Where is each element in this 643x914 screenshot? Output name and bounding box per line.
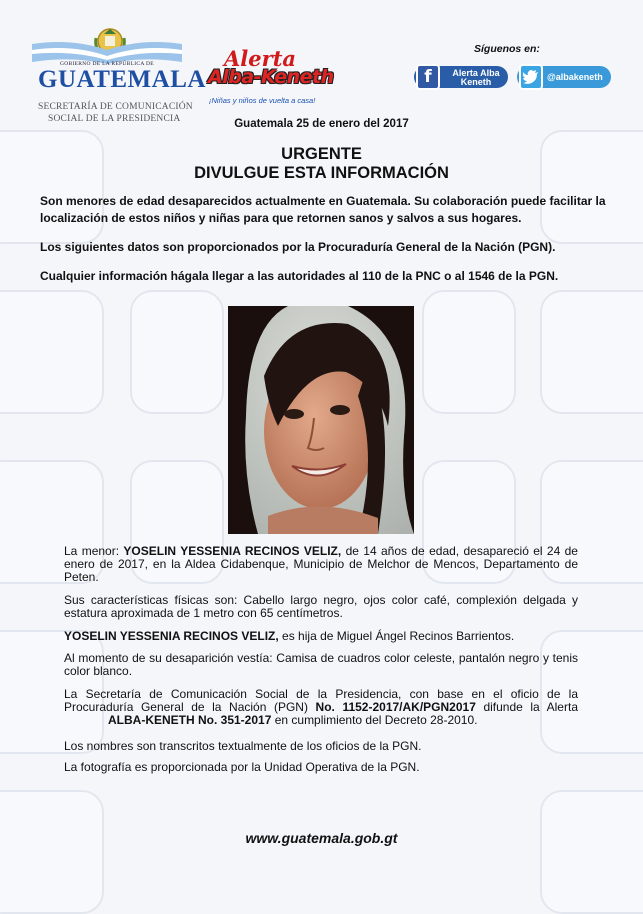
background-tile bbox=[0, 790, 104, 914]
body-paragraph-characteristics: Sus características físicas son: Cabello largo negro, ojos color café, complexión delgada y estatura aproximada de 1 metro con 65 centímetros. bbox=[64, 593, 578, 620]
body-p1-rest: de 14 años de edad, desapareció el 24 de enero de 2017, en la Aldea Cidabenque, Municipio de Melchor de Mencos, Departamento de Peten. bbox=[64, 544, 578, 584]
secretaria-line2: SOCIAL DE LA PRESIDENCIA bbox=[48, 114, 181, 124]
follow-us-label: Síguenos en: bbox=[474, 43, 540, 55]
body-p1-prefix: La menor: bbox=[64, 544, 124, 558]
alerta-logo-name: Alba-Keneth bbox=[208, 66, 334, 88]
missing-person-name: YOSELIN YESSENIA RECINOS VELIZ, bbox=[123, 544, 342, 558]
background-tile bbox=[422, 290, 516, 414]
missing-person-photo bbox=[228, 306, 414, 534]
body-p3-rest: es hija de Miguel Ángel Recinos Barrientos. bbox=[278, 629, 515, 643]
facebook-label bbox=[448, 69, 504, 87]
title-urgente: URGENTE bbox=[281, 145, 362, 163]
secretaria-line1: SECRETARÍA DE COMUNICACIÓN bbox=[38, 102, 193, 112]
body-p5-e: en cumplimiento del Decreto 28-2010. bbox=[271, 713, 478, 727]
gov-small-text: GOBIERNO DE LA REPÚBLICA DE bbox=[60, 61, 154, 67]
facebook-label-line2: Keneth bbox=[460, 77, 492, 87]
background-tile bbox=[540, 790, 643, 914]
date-line: Guatemala 25 de enero del 2017 bbox=[234, 118, 409, 130]
body-paragraph-clothing: Al momento de su desaparición vestía: Camisa de cuadros color celeste, pantalón negro y tenis color blanco. bbox=[64, 651, 578, 678]
alerta-tagline: ¡Niñas y niños de vuelta a casa! bbox=[209, 96, 316, 105]
facebook-label-line1: Alerta Alba bbox=[452, 68, 500, 78]
twitter-link[interactable] bbox=[517, 66, 611, 88]
gov-name: GUATEMALA bbox=[38, 66, 206, 93]
background-tile bbox=[130, 290, 224, 414]
body-paragraph-disappearance bbox=[64, 545, 578, 584]
twitter-label: @albakeneth bbox=[547, 72, 603, 82]
body-paragraph-photo-note: La fotografía es proporcionada por la Unidad Operativa de la PGN. bbox=[64, 760, 420, 774]
body-p5-a: La Secretaría de Comunicación Social de la Presidencia, con base en el oficio de la Procuraduría General de la Nación (PGN) bbox=[64, 687, 578, 714]
twitter-bird-icon bbox=[519, 64, 543, 90]
alerta-logo-word: Alerta bbox=[224, 46, 297, 71]
facebook-link[interactable] bbox=[414, 66, 508, 88]
background-tile bbox=[540, 290, 643, 414]
body-p5-c: difunde la Alerta bbox=[475, 700, 578, 714]
intro-paragraph-3: Cualquier información hágala llegar a las autoridades al 110 de la PNC o al 1546 de la PGN. bbox=[40, 269, 559, 283]
facebook-icon: f bbox=[416, 64, 440, 90]
intro-paragraph-2: Los siguientes datos son proporcionados por la Procuraduría General de la Nación (PGN). bbox=[40, 240, 556, 254]
body-paragraph-names-note: Los nombres son transcritos textualmente de los oficios de la PGN. bbox=[64, 739, 422, 753]
body-paragraph-parent bbox=[64, 630, 578, 643]
missing-person-name-2: YOSELIN YESSENIA RECINOS VELIZ, bbox=[64, 629, 279, 643]
website-link[interactable]: www.guatemala.gob.gt bbox=[245, 830, 398, 846]
background-tile bbox=[0, 290, 104, 414]
title-divulgue: DIVULGUE ESTA INFORMACIÓN bbox=[194, 164, 449, 182]
body-paragraph-secretaria bbox=[64, 688, 578, 727]
alerta-number: ALBA-KENETH No. 351-2017 bbox=[108, 713, 272, 727]
intro-paragraph-1: Son menores de edad desaparecidos actualmente en Guatemala. Su colaboración puede facilitar la localización de estos niños y niñas para que retornen sanos y salvos a sus hogares. bbox=[40, 194, 606, 225]
oficio-number: No. 1152-2017/AK/PGN2017 bbox=[315, 700, 476, 714]
